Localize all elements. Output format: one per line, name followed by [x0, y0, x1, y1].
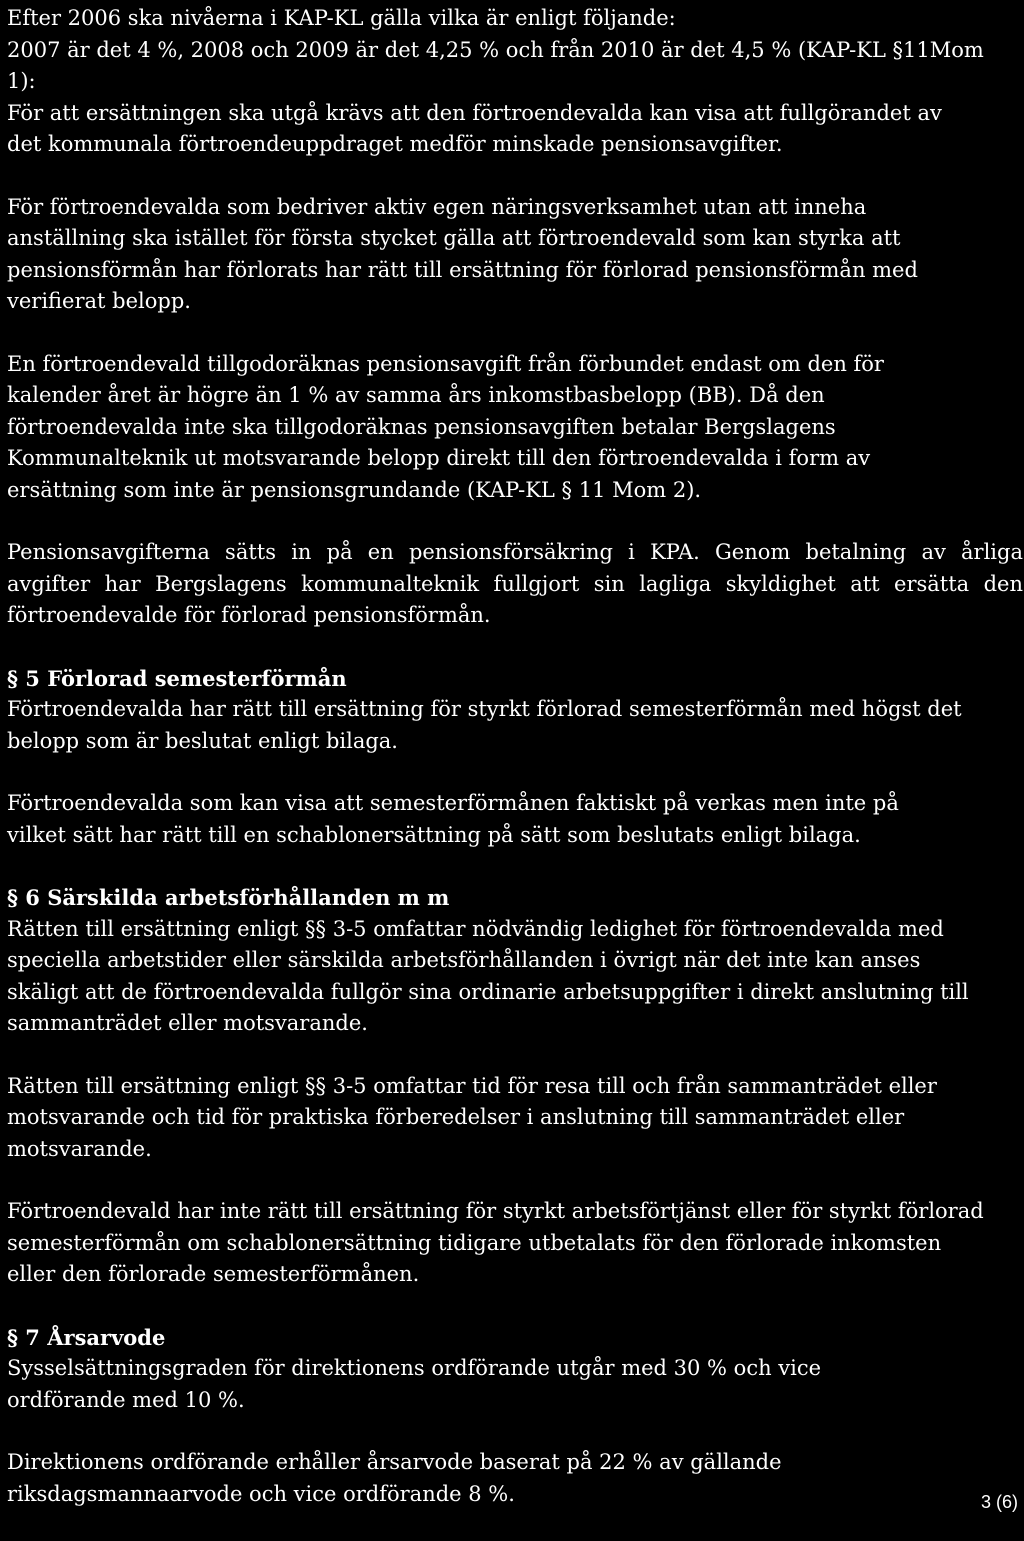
text-line: ersättning som inte är pensionsgrundande (KAP-KL § 11 Mom 2).	[7, 477, 702, 502]
section-7-paragraph-1	[7, 1353, 1023, 1416]
section-heading: § 5 Förlorad semesterförmån	[7, 665, 347, 691]
text-line: pensionsförmån har förlorats har rätt till ersättning för förlorad pensionsförmån med	[7, 257, 918, 282]
text-line: verifierat belopp.	[7, 289, 191, 313]
text-line: eller den förlorade semesterförmånen.	[7, 1262, 420, 1286]
paragraph-pension-levels	[7, 3, 1023, 161]
section-5	[7, 663, 1023, 852]
section-7	[7, 1322, 1023, 1511]
section-heading: § 7 Årsarvode	[7, 1324, 166, 1350]
text-line: förtroendevalda inte ska tillgodoräknas pensionsavgiften betalar Bergslagens	[7, 414, 836, 439]
text-line: För att ersättningen ska utgå krävs att den förtroendevalda kan visa att fullgörandet av	[7, 100, 942, 125]
section-6-paragraph-2	[7, 1071, 1023, 1166]
text-line: Förtroendevalda har rätt till ersättning för styrkt förlorad semesterförmån med högst det	[7, 697, 962, 721]
text-line: Rätten till ersättning enligt §§ 3-5 omfattar nödvändig ledighet för förtroendevalda med	[7, 916, 944, 941]
section-6-paragraph-3	[7, 1196, 1023, 1291]
text-line: sammanträdet eller motsvarande.	[7, 1011, 368, 1035]
text-line: det kommunala förtroendeuppdraget medför minskade pensionsavgifter.	[7, 132, 783, 156]
text-line: Rätten till ersättning enligt §§ 3-5 omfattar tid för resa till och från sammanträdet eller	[7, 1073, 937, 1098]
text-line: avgifter har Bergslagens kommunalteknik fullgjort sin lagliga skyldighet att ersätta den	[7, 571, 1023, 596]
text-line: ordförande med 10 %.	[7, 1387, 245, 1412]
section-6	[7, 882, 1023, 1291]
paragraph-kpa-insurance	[7, 537, 1023, 632]
text-line: anställning ska istället för första stycket gälla att förtroendevald som kan styrka att	[7, 226, 901, 250]
text-line: Pensionsavgifterna sätts in på en pensionsförsäkring i KPA. Genom betalning av årliga	[7, 540, 1023, 564]
text-line: förtroendevalde för förlorad pensionsförmån.	[7, 603, 491, 627]
text-line: Kommunalteknik ut motsvarande belopp direkt till den förtroendevalda i form av	[7, 446, 871, 470]
text-line: Direktionens ordförande erhåller årsarvode baserat på 22 % av gällande	[7, 1450, 782, 1474]
text-line: motsvarande och tid för praktiska förberedelser i anslutning till sammanträdet eller	[7, 1105, 905, 1129]
document-page	[7, 0, 1023, 1541]
text-line: motsvarande.	[7, 1136, 152, 1161]
page-number: 3 (6)	[980, 1492, 1018, 1512]
text-line: skäligt att de förtroendevalda fullgör sina ordinarie arbetsuppgifter i direkt anslutning till	[7, 979, 969, 1004]
paragraph-self-employed	[7, 192, 1023, 318]
text-line: speciella arbetstider eller särskilda arbetsförhållanden i övrigt när det inte kan anses	[7, 948, 921, 972]
section-6-paragraph-1	[7, 914, 1023, 1040]
paragraph-pension-fee-credit	[7, 349, 1023, 507]
section-7-paragraph-2	[7, 1447, 1023, 1510]
text-line: belopp som är beslutat enligt bilaga.	[7, 728, 398, 753]
text-line: riksdagsmannaarvode och vice ordförande 8 %.	[7, 1481, 515, 1506]
section-heading: § 6 Särskilda arbetsförhållanden m m	[7, 885, 450, 910]
section-5-paragraph-2	[7, 788, 1023, 851]
text-line: Förtroendevalda som kan visa att semesterförmånen faktiskt på verkas men inte på	[7, 791, 899, 815]
text-line: kalender året är högre än 1 % av samma års inkomstbasbelopp (BB). Då den	[7, 383, 825, 407]
text-line: För förtroendevalda som bedriver aktiv egen näringsverksamhet utan att inneha	[7, 194, 867, 219]
text-line: Sysselsättningsgraden för direktionens ordförande utgår med 30 % och vice	[7, 1356, 822, 1380]
text-line: Efter 2006 ska nivåerna i KAP-KL gälla vilka är enligt följande:	[7, 6, 676, 30]
text-line: 2007 är det 4 %, 2008 och 2009 är det 4,25 % och från 2010 är det 4,5 % (KAP-KL §11Mom	[7, 37, 984, 62]
text-line: semesterförmån om schablonersättning tidigare utbetalats för den förlorade inkomsten	[7, 1230, 942, 1255]
text-line: Förtroendevald har inte rätt till ersättning för styrkt arbetsförtjänst eller för styrkt förlorad	[7, 1199, 984, 1223]
text-line: 1):	[7, 69, 36, 93]
text-line: vilket sätt har rätt till en schablonersättning på sätt som beslutats enligt bilaga.	[7, 822, 861, 847]
text-line: En förtroendevald tillgodoräknas pensionsavgift från förbundet endast om den för	[7, 351, 884, 376]
section-5-paragraph-1	[7, 694, 1023, 757]
